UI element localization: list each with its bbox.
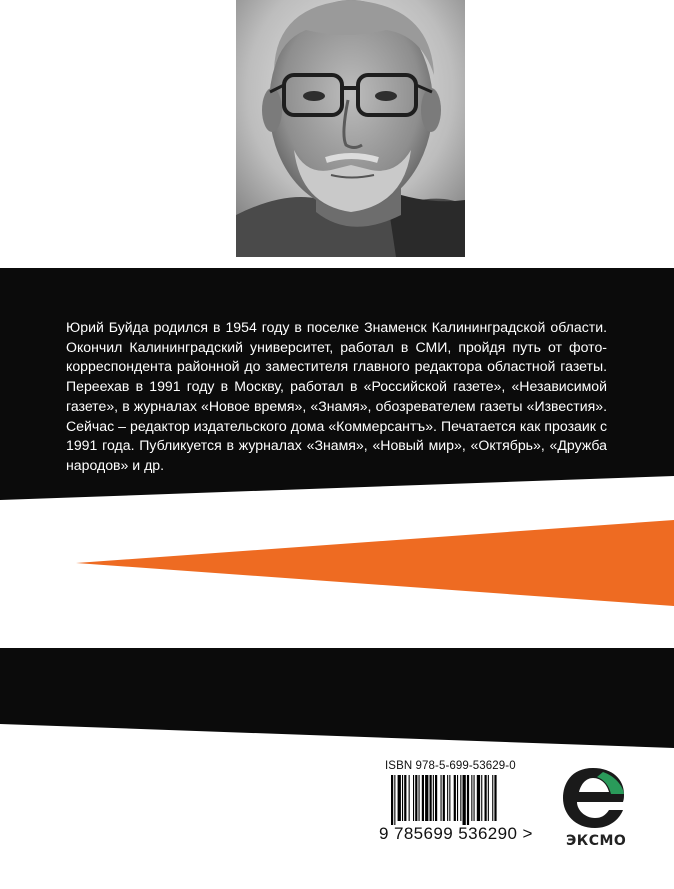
barcode-bar	[413, 775, 414, 821]
black-lower-band	[0, 648, 674, 748]
author-portrait-photo	[236, 0, 465, 257]
barcode-bar	[454, 775, 456, 821]
barcode-bar	[435, 775, 437, 821]
barcode-bar	[415, 775, 417, 821]
barcode-bar	[488, 775, 489, 821]
orange-wedge	[76, 520, 674, 606]
isbn-label: ISBN 978-5-699-53629-0	[385, 760, 516, 772]
barcode-bar	[463, 775, 466, 825]
barcode-digits: 9 785699 536290 >	[379, 824, 533, 843]
barcode-bar	[481, 775, 482, 821]
barcode-bar	[398, 775, 401, 821]
publisher-name: ЭКСМО	[566, 833, 627, 849]
barcode-bar	[474, 775, 475, 821]
barcode-bar	[419, 775, 420, 821]
barcode-bar	[422, 775, 424, 821]
barcode-bar	[477, 775, 480, 821]
barcode-bar	[494, 775, 496, 821]
barcode-bar	[447, 775, 448, 821]
barcode-bar	[425, 775, 428, 821]
barcode-bar	[391, 775, 393, 825]
barcode-bar	[394, 775, 395, 825]
barcode-bar	[449, 775, 450, 821]
eksmo-logo-icon	[557, 764, 629, 832]
barcode-bar	[485, 775, 487, 821]
barcode-bar	[441, 775, 442, 821]
author-bio: Юрий Буйда родился в 1954 году в поселке Знаменск Калининградской области. Окончил Калининградский университет, работал в СМИ, пройдя путь от фотокорреспондента районной до заместителя главного редактора областной газеты. Переехав в 1991 году в Москву, работал в «Российской газете», «Независимой газете», в журналах «Новое время», «Знамя», обозревателем газеты «Известия». Сейчас – редактор издательского дома «Коммерсантъ». Печатается как прозаик с 1991 года. Публикуется в журналах «Знамя», «Новый мир», «Октябрь», «Дружба народов» и др.	[66, 319, 607, 473]
barcode-bar	[460, 775, 461, 821]
barcode-bar	[457, 775, 458, 821]
barcode-bar	[492, 775, 493, 821]
barcode-bar	[402, 775, 403, 821]
barcode-bar	[409, 775, 410, 821]
barcode-bar	[433, 775, 434, 821]
barcode-bar	[443, 775, 445, 821]
author-photo	[236, 0, 465, 257]
barcode-bar	[467, 775, 469, 825]
barcode-bar	[471, 775, 472, 821]
barcode-bar	[430, 775, 432, 821]
barcode-bar	[404, 775, 406, 821]
barcode	[379, 775, 549, 825]
